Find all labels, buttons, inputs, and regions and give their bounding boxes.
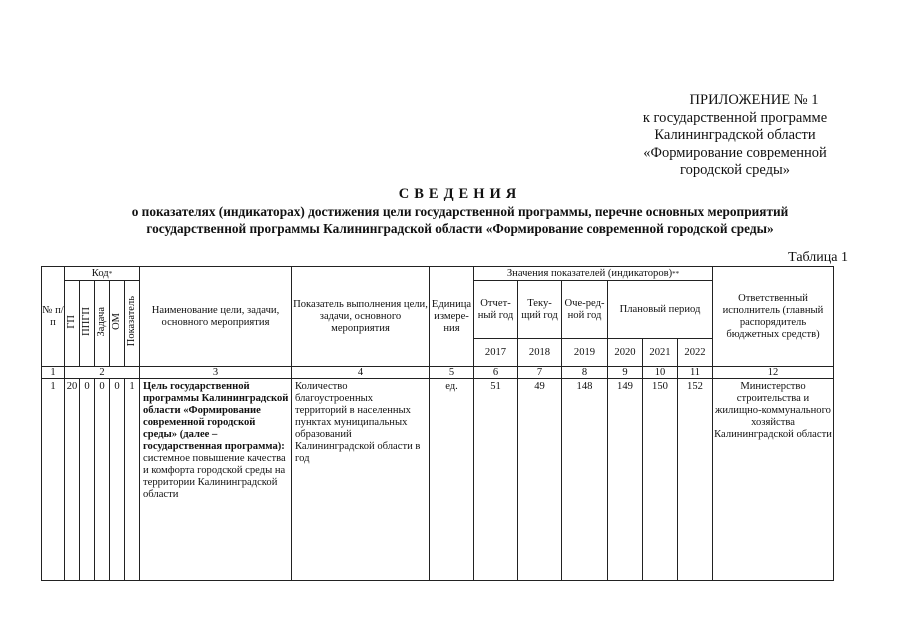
header-year: 2022 xyxy=(678,339,713,367)
row-pokazatel-code: 1 xyxy=(125,379,140,581)
table-row xyxy=(42,379,834,581)
header-year: 2017 xyxy=(474,339,518,367)
row-value-2017: 51 xyxy=(474,379,518,581)
header-values: Значения показателей (индикаторов)** xyxy=(474,267,713,281)
column-number: 1 xyxy=(42,367,65,379)
table-label: Таблица 1 xyxy=(788,250,848,265)
header-year: 2019 xyxy=(562,339,608,367)
header-indicator: Показатель выполнения цели, задачи, основного мероприятия xyxy=(292,267,430,367)
header-executor: Ответственный исполнитель (главный распорядитель бюджетных средств) xyxy=(713,267,834,367)
row-num: 1 xyxy=(42,379,65,581)
row-ppgp-code: 0 xyxy=(80,379,95,581)
column-number: 11 xyxy=(678,367,713,379)
header-year: 2018 xyxy=(518,339,562,367)
column-number: 2 xyxy=(65,367,140,379)
column-number: 7 xyxy=(518,367,562,379)
row-indicator: Количество благоустроенных территорий в населенных пунктах муниципальных образований Калининградской области в год xyxy=(292,379,430,581)
row-value-2019: 148 xyxy=(562,379,608,581)
row-value-2022: 152 xyxy=(678,379,713,581)
document-title: СВЕДЕНИЯ xyxy=(398,186,522,202)
footnote-mark: ** xyxy=(672,269,680,278)
header-kod: Код* xyxy=(65,267,140,281)
header-name: Наименование цели, задачи, основного мероприятия xyxy=(140,267,292,367)
appendix-title: ПРИЛОЖЕНИЕ № 1 xyxy=(689,92,819,108)
header-zadacha: Задача xyxy=(95,281,110,367)
goal-name-rest: системное повышение качества и комфорта городской среды на территории Калининградской области xyxy=(143,453,286,500)
row-unit: ед. xyxy=(430,379,474,581)
row-value-2021: 150 xyxy=(643,379,678,581)
document-subtitle: о показателях (индикаторах) достижения цели государственной программы, перечне основных мероприятий xyxy=(131,204,789,219)
header-year: 2021 xyxy=(643,339,678,367)
column-number: 4 xyxy=(292,367,430,379)
column-number: 12 xyxy=(713,367,834,379)
indicators-table xyxy=(41,266,834,581)
column-number: 9 xyxy=(608,367,643,379)
row-gp-code: 20 xyxy=(65,379,80,581)
header-ppgp: ППГП xyxy=(80,281,95,367)
appendix-line: к государственной программе xyxy=(642,109,828,126)
header-om: ОМ xyxy=(110,281,125,367)
row-executor: Министерство строительства и жилищно-коммунального хозяйства Калининградской области xyxy=(713,379,834,581)
column-number: 3 xyxy=(140,367,292,379)
column-number: 10 xyxy=(643,367,678,379)
row-om-code: 0 xyxy=(110,379,125,581)
header-current-year: Теку-щий год xyxy=(518,281,562,339)
appendix-line: Калининградской области xyxy=(654,127,816,143)
goal-name-bold: Цель государственной программы Калининградской области «Формирование современной городской среды» (далее – государственная программа): xyxy=(143,381,289,452)
header-gp: ГП xyxy=(65,281,80,367)
header-report-year: Отчет-ный год xyxy=(474,281,518,339)
appendix-line: городской среды» xyxy=(680,162,790,178)
appendix-block xyxy=(600,92,870,180)
column-number: 5 xyxy=(430,367,474,379)
header-pokazatel: Показатель xyxy=(125,281,140,367)
footnote-mark: * xyxy=(108,269,113,278)
row-zadacha-code: 0 xyxy=(95,379,110,581)
column-number: 6 xyxy=(474,367,518,379)
header-num: № п/п xyxy=(42,267,65,367)
document-heading xyxy=(30,185,890,237)
document-subtitle: государственной программы Калининградской области «Формирование современной городской среды» xyxy=(146,220,774,236)
header-plan-period: Плановый период xyxy=(608,281,713,339)
column-number: 8 xyxy=(562,367,608,379)
appendix-line: «Формирование современной xyxy=(643,144,827,161)
header-year: 2020 xyxy=(608,339,643,367)
header-unit: Единица измере-ния xyxy=(430,267,474,367)
row-goal-name xyxy=(140,379,292,581)
row-value-2020: 149 xyxy=(608,379,643,581)
header-next-year: Оче-ред-ной год xyxy=(562,281,608,339)
row-value-2018: 49 xyxy=(518,379,562,581)
